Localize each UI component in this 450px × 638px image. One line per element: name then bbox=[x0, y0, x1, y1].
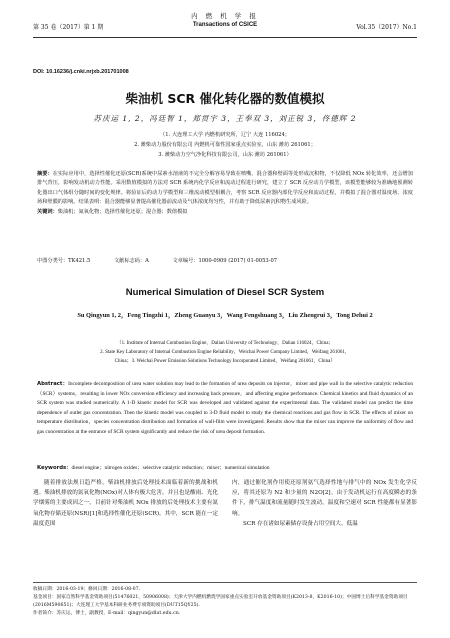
footnote-funding: 基金项目：国家自然科学基金资助项目(51476021，50906008)；天津大学内燃机燃烧学国家重点实验室开放基金资助项目(K2013-8，K2016-10)；中国博士后科学基金资助项目(2016M590651)；大连理工大学基本科研业务费专项资助项目(DUT15QY25). bbox=[33, 595, 408, 608]
clc-number: 中图分类号：TK421.5 bbox=[37, 258, 91, 264]
keywords-cn-label: 关键词： bbox=[37, 208, 58, 215]
keywords-cn-text: 柴油机；氮氧化物；选择性催化还原；混合器；数值模拟 bbox=[57, 208, 188, 215]
body-right-paragraph-2: SCR 存在诸如尿素储存设备占用空间大、低温 bbox=[243, 520, 358, 527]
keywords-cn bbox=[37, 208, 413, 217]
volume-issue-cn: 第 35 卷（2017）第 1 期 bbox=[33, 24, 104, 31]
keywords-en-label: Keywords： bbox=[37, 465, 72, 471]
abstract-cn bbox=[37, 170, 413, 217]
authors-en: Su Qingyun 1, 2，Feng Tingzhi 1，Zheng Guanyu 3，Wang Fengshuang 3，Liu Zhengrui 3，Tong Dehui 2 bbox=[77, 312, 373, 319]
journal-name-cn: 内 燃 机 学 报 bbox=[191, 12, 259, 20]
title-cn: 柴油机 SCR 催化转化器的数值模拟 bbox=[125, 91, 325, 106]
affiliation-en-3: China；3. Weichai Power Emission Solutions Technology Incorporated Limited，Weifang 261061，China） bbox=[114, 359, 336, 364]
affiliation-en-1: （1. Institute of Internal Combustion Engine，Dalian University of Technology，Dalian 116024，China； bbox=[116, 341, 334, 346]
volume-issue-en: Vol.35（2017）No.1 bbox=[356, 24, 417, 31]
authors-cn: 苏庆运 1, 2，冯廷智 1，郑贯宇 3，王奉双 3，刘正锐 3，佟德辉 2 bbox=[93, 114, 357, 123]
title-en: Numerical Simulation of Diesel SCR System bbox=[125, 287, 325, 298]
affiliation-cn-3: 3. 潍柴动力空气净化科技有限公司，山东 潍坊 261061） bbox=[158, 152, 292, 158]
keywords-en bbox=[37, 463, 413, 471]
doi: DOI: 10.16236/j.cnki.nrjxb.201701008 bbox=[33, 69, 129, 75]
keywords-en-text: diesel engine；nitrogen oxides；selective catalytic reduction；mixer；numerical simulation bbox=[71, 465, 270, 471]
footnotes bbox=[33, 582, 417, 618]
article-number: 文章编号：1000-0909 (2017) 01-0053-07 bbox=[172, 258, 278, 264]
affiliations-cn bbox=[0, 130, 450, 160]
abstract-cn-text: 在实际应用中，选择性催化还原(SCR)系统中尿素水溶液的不完全分解容易导致在喷嘴、混合器和壁面等处形成沉积物，不仅降低 NOx 转化效率，还会增加排气背压，影响发动机动力性能。采用数值模拟的方法对 SCR 系统内化学反应和流动过程进行研究，建立了 SCR 反应动力学模型，该模型能够较为准确地预测转化器出口气体组分随时间的变化规律。将验证后的动力学模型和三维流动模型相耦合，考察 SCR 反应器内部化学反应和流动过程，并模拟了混合器对温度场、浓度场和壁膜的影响。结果表明：混合器能够显著提高催化器前流动及气体浓度均匀性，并有助于降低尿素沉积物生成风险。 bbox=[37, 171, 413, 206]
abstract-en bbox=[37, 380, 413, 438]
abstract-en-text: Incomplete decomposition of urea water solution may lead to the formation of urea deposits on injector，mixer and pipe wall in the selective catalytic reduction（SCR）systems，resulting in lower NOx conversion efficiency and increasing back pressure，and affecting engine performance. Chemical kinetics and fluid dynamics of an SCR system was studied numerically. A 1-D kinetic model for SCR was developed and validated against the experimental data. The validated model can predict the time dependence of outlet gas concentration. Then the kinetic model was coupled to 3-D fluid model to study the chemical reactions and gas flow in SCR. The effects of mixer on temperature distribution，species concentration distribution and formation of wall-film were investigated. Results show that the mixer can improve the uniformity of flow and gas concentration at the entrance of SCR system significantly and reduce the risk of urea deposit formation. bbox=[37, 381, 413, 435]
running-header bbox=[33, 9, 417, 38]
body-column-left: 随着排放法规日趋严格，柴油机排放后处理技术面临着新的挑战和机遇。柴油机排放的氮氧化物(NOx)对人体有极大危害，并且也是酸雨、光化学烟雾的主要成因之一。目前针对柴油机 NOx 排放的后处理技术主要有氮氧化物存储还原(NSR)[1]和选择性催化还原(SCR)。其中，SCR 能在一定温度范围 bbox=[33, 480, 218, 527]
affiliation-cn-1: （1. 大连理工大学 内燃机研究所，辽宁 大连 116024； bbox=[160, 132, 290, 138]
journal-name-en: Transactions of CSICE bbox=[192, 22, 258, 28]
footnote-received: 收稿日期：2016-03-19；修回日期：2016-08-07. bbox=[33, 587, 141, 592]
document-code: 文献标志码：A bbox=[113, 258, 149, 264]
abstract-en-label: Abstract： bbox=[37, 381, 69, 387]
affiliation-en-2: 2. State Key Laboratory of Internal Combustion Engine Reliability，Weichai Power Company Limited，Weifang 261061， bbox=[100, 350, 350, 355]
body-column-right bbox=[232, 478, 417, 529]
body-right-paragraph-1: 内，通过催化剂作用使还原剂氨气选择性地与排气中的 NOx 发生化学反应，将其还原为 N2 和少量的 N2O[2]。由于发动机运行在高度瞬态的条件下，排气温度和流量随时发生波动，温度和空速对 SCR 性能都有显著影响。 bbox=[232, 480, 417, 517]
footnote-author: 作者简介：苏庆运，博士，副教授，E-mail：qingyun@dlut.edu.cn. bbox=[33, 611, 181, 616]
classification-meta bbox=[37, 257, 413, 264]
abstract-cn-label: 摘要： bbox=[37, 171, 53, 177]
affiliation-cn-2: 2. 潍柴动力股份有限公司 内燃机可靠性国家重点实验室，山东 潍坊 261061； bbox=[134, 142, 316, 148]
affiliations-en bbox=[37, 339, 413, 366]
